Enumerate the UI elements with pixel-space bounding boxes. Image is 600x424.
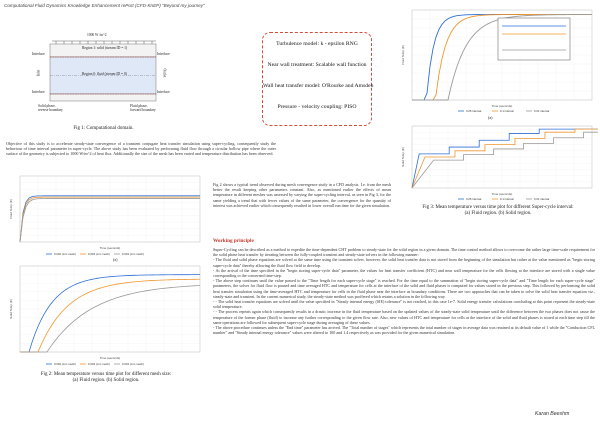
pressure-velocity-coupling: Pressure - velocity coupling: PISO bbox=[277, 104, 357, 110]
heat-flux-arrows bbox=[52, 41, 156, 44]
fluid-phase-note: Fluid phase, forward boundary bbox=[130, 104, 156, 113]
working-paragraph-4: - The above step continues until the value passed to the "Time length for each super-cycle stage" is reached. For the time equal to the summation of "begin storing super-cycle data" and "Time length for each super-cycle stage" parameters, the solver for fluid flow is paused and time averaged HTC and temperature for cells at the interface of the solid and fluid phases is computed for values stored in the previous step. This followed by performing the solid heat transfer simulation using the time-averaged HTC and temperature for cells in the fluid phase near the interface as boundary conditions. There are two approaches that can be taken to solve the solid heat transfer equation viz., steady-state and transient. In the current numerical study, the steady-state method was proffered which retains a solution in the following way. bbox=[213, 278, 595, 299]
x-axis-label: Time (seconds) bbox=[491, 104, 513, 108]
working-paragraph-5: - - The solid heat transfer equations are solved until the value specified in "Steady internal energy (SIE) tolerance" is not reached, in this case 1e-7. Solid energy transfer calculations concluding at this point represent the steady-state solid temperature. bbox=[213, 299, 595, 310]
legend-label: 0.004 (mm mesh) bbox=[122, 252, 144, 256]
inlet-label: Inlet bbox=[36, 69, 41, 77]
legend-label: 0.05 interval bbox=[466, 197, 482, 201]
author-name: Karan Beeshm bbox=[535, 411, 570, 417]
computational-domain-diagram bbox=[32, 34, 175, 128]
x-axis-label: Time (seconds) bbox=[99, 356, 121, 360]
zoom-inset bbox=[498, 18, 570, 60]
fig3a-plot bbox=[398, 4, 598, 116]
legend-label: 0.1 interval bbox=[500, 109, 514, 113]
legend-label: 0.01 interval bbox=[534, 197, 550, 201]
legend-label: 0.05 interval bbox=[466, 109, 482, 113]
report-title: Computational Fluid Dynamics Knowledge Enhancement rePort (CFD-KnEP) "Beyond my journey" bbox=[4, 3, 205, 8]
working-principle-heading: Working principle bbox=[213, 238, 254, 244]
fig2a-plot bbox=[6, 172, 206, 258]
working-paragraph-7: - The above procedure continues unless the "End time" parameter has arrived. The "Total number of stages" which represents the total number of stages in average data was retained at its default value of 1 while the "Conduction CFL number" and "Steady internal energy tolerance" values were altered to 100 and 1.4 respectively as was provided for the given numerical simulation. bbox=[213, 325, 595, 336]
working-paragraph-2: - The fluid and solid phase equations are solved at the same time using the transient solver, however, the solid heat transfer data is not stored from the beginning of the simulation but rather at the value mentioned as "begin storing super-cycle data" thereby allowing the fluid flow field to develop. bbox=[213, 257, 595, 268]
working-paragraph-1: Super-Cycling can be described as a method to expedite the time-dependent CHT problem to steady-state for the solid region in a given domain. The time control method allows to overcome the rather large time-scale requirement for the solid phase heat transfer by iterating between the fully-coupled transient and steady-state solvers in the following manner: bbox=[213, 247, 595, 258]
objective-paragraph: Objective of this study is to accelerate steady-state convergence of a transient conjugate heat transfer simulation using super-cycling, consequently study the behaviour of time interval parameter in super-cycle. The above study has been evaluated by performing fluid flow through a circular hollow pipe where the outer surface of the geometry is subjected to 1000 W/m^2 of heat flux. Additionally the size of the mesh has been varied and temperature distribution has been observed. bbox=[6, 141, 276, 157]
legend-label: 0.1 interval bbox=[500, 197, 514, 201]
legend-label: 0.003 (mm mesh) bbox=[88, 252, 110, 256]
near-wall-treatment: Near wall treatment: Scalable wall function bbox=[267, 62, 367, 68]
y-axis-label: Fluid Temp (K) bbox=[401, 45, 405, 65]
fig3a-sub-label: (a) bbox=[488, 115, 493, 120]
fig3b-plot bbox=[398, 122, 598, 202]
fig1-caption: Fig 1: Computational domain. bbox=[73, 126, 134, 131]
y-axis-label: Solid Temp (K) bbox=[401, 147, 405, 167]
legend-label: 0.01 interval bbox=[534, 109, 550, 113]
y-axis-label: Solid Temp (K) bbox=[9, 299, 13, 319]
fig2-discussion-paragraph: Fig 2 shows a typical trend observed during mesh convergence study in a CFD analysis. I.e. from the mesh better the result keeping other parameters constant. Also, as mentioned earlier the effects of mean temperature in different meshes was assessed by varying the super-cycling interval, as seen in Fig 3, for the same yielding a trend that with fewer values of the same parameter, the convergence for the quantity of interest was achieved earlier which consequently resulted in lower overall run time for the given simulation. bbox=[213, 182, 391, 208]
working-principle-body bbox=[213, 247, 595, 335]
fig2b-plot bbox=[6, 262, 206, 370]
solver-models-box bbox=[262, 32, 372, 126]
solid-phase-note: Solid phase, reverse boundary bbox=[38, 104, 63, 113]
region0-label: Region 0: fluid (stream ID = 0) bbox=[82, 72, 127, 76]
outlet-label: Outlet bbox=[162, 68, 167, 78]
interface-label-top-left: Interface bbox=[32, 52, 45, 56]
heat-flux-label: 1000 W /m^2 bbox=[87, 33, 107, 37]
y-axis-label: Fluid Temp (K) bbox=[9, 199, 13, 219]
fig2-caption: Fig 2: Mean temperature versus time plot for different mesh size: (a) Fluid region. (b) Solid region. bbox=[40, 372, 172, 383]
x-axis-label: Time (seconds) bbox=[99, 246, 121, 250]
turbulence-model: Turbulence model: k - epsilon RNG bbox=[276, 41, 358, 47]
legend-label: 0.002 (mm mesh) bbox=[54, 362, 76, 366]
wall-heat-model: Wall heat transfer model: O'Rourke and Amsden bbox=[263, 83, 374, 89]
legend-label: 0.002 (mm mesh) bbox=[54, 252, 76, 256]
x-axis-label: Time (seconds) bbox=[491, 192, 513, 196]
working-paragraph-3: - At the arrival of the time specified in the "begin storing super-cycle data" parameter, the values for heat transfer coefficient (HTC) and near wall temperature for the cells flowing at the interface are stored with a single value corresponding to the concerned time-step. bbox=[213, 267, 595, 279]
interface-label-bottom-left: Interface bbox=[32, 90, 45, 94]
interface-label-top-right: Interface bbox=[157, 52, 170, 56]
fig2a-sub-label: (a) bbox=[113, 257, 118, 262]
fig3-caption: Fig 3: Mean temperature versus time plot for different Super-cycle interval: (a) Fluid region. (b) Solid region. bbox=[422, 205, 574, 216]
region1-label: Region 1: solid (stream ID = 1) bbox=[82, 46, 128, 50]
legend-label: 0.004 (mm mesh) bbox=[122, 362, 144, 366]
legend-label: 0.003 (mm mesh) bbox=[88, 362, 110, 366]
interface-label-bottom-right: Interface bbox=[157, 90, 170, 94]
working-paragraph-6: - - The process repeats again which consequently results in a drastic increase in the fluid temperature based on the updated values of the steady-state solid temperature until the difference between the two phases does not cause the temperature of the former phase (fluid) to increase any further corresponding to the given flow rate. Also, new values of HTC and temperature for cells at the interface of the solid and fluid phases is stored at each time step till the same operations are followed for subsequent super-cycle stage during averaging of these values. bbox=[213, 309, 595, 325]
